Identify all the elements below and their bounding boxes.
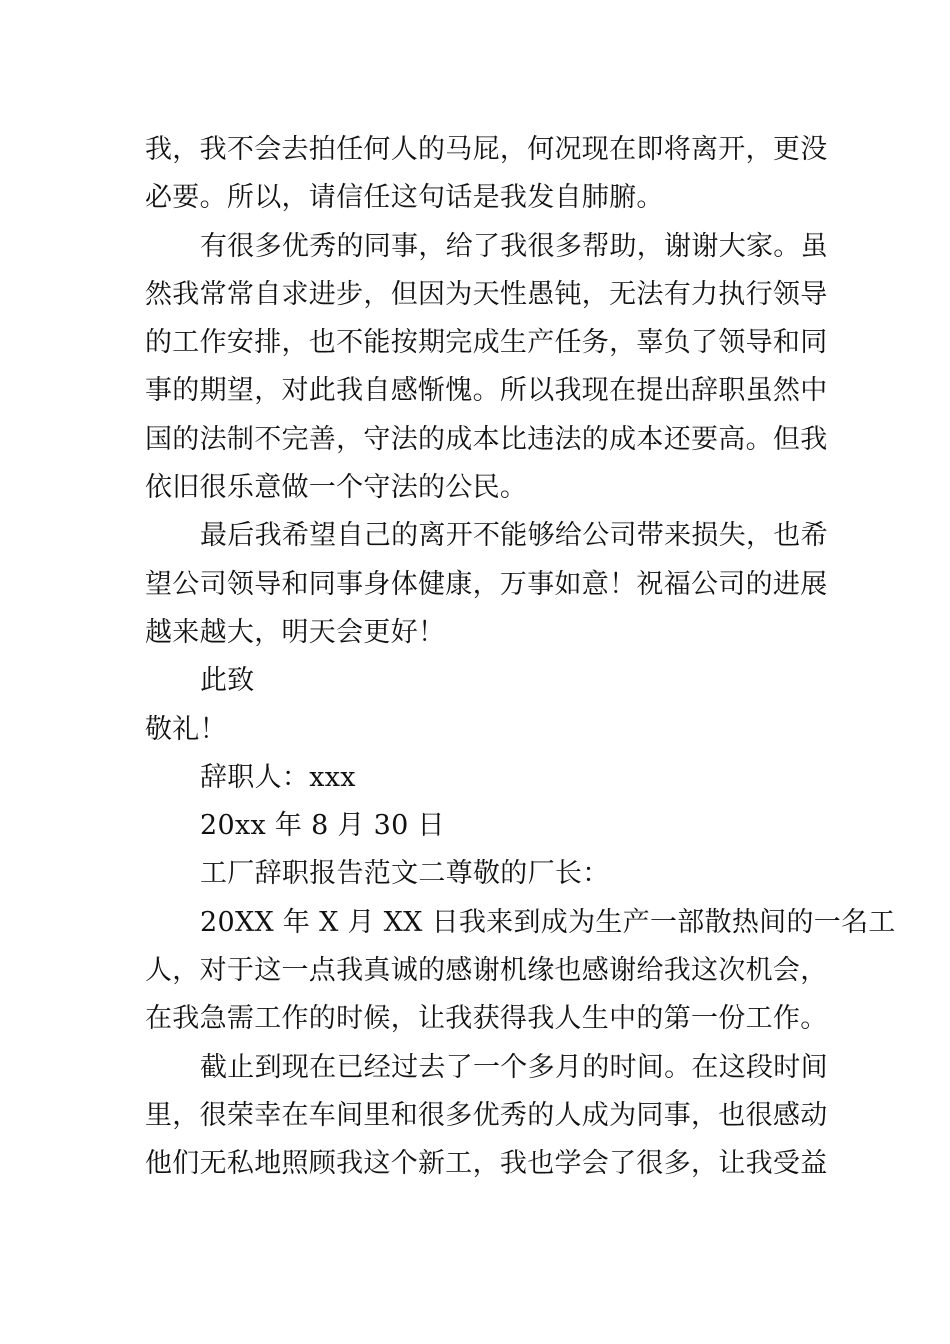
document-body xyxy=(145,126,896,1189)
text-line: 此致 xyxy=(200,665,255,697)
text-line: 20XX 年 X 月 XX 日我来到成为生产一部散热间的一名工 xyxy=(200,906,896,938)
text-line: 必要。所以，请信任这句话是我发自肺腑。 xyxy=(145,182,664,214)
text-line: 里，很荣幸在车间里和很多优秀的人成为同事，也很感动 xyxy=(145,1099,828,1131)
text-line: 他们无私地照顾我这个新工，我也学会了很多，让我受益 xyxy=(145,1148,828,1180)
text-line: 在我急需工作的时候，让我获得我人生中的第一份工作。 xyxy=(145,1003,828,1035)
text-line: 事的期望，对此我自感惭愧。所以我现在提出辞职虽然中 xyxy=(145,375,828,407)
text-line: 最后我希望自己的离开不能够给公司带来损失，也希 xyxy=(200,520,828,552)
text-line: 望公司领导和同事身体健康，万事如意！祝福公司的进展 xyxy=(145,568,828,600)
text-line: 截止到现在已经过去了一个多月的时间。在这段时间 xyxy=(200,1051,828,1083)
text-line: 20xx 年 8 月 30 日 xyxy=(200,810,445,842)
text-line: 辞职人：xxx xyxy=(200,761,356,793)
text-line: 有很多优秀的同事，给了我很多帮助，谢谢大家。虽 xyxy=(200,230,828,262)
text-line: 的工作安排，也不能按期完成生产任务，辜负了领导和同 xyxy=(145,327,828,359)
text-line: 然我常常自求进步，但因为天性愚钝，无法有力执行领导 xyxy=(145,278,828,310)
text-line: 国的法制不完善，守法的成本比违法的成本还要高。但我 xyxy=(145,423,828,455)
text-line: 依旧很乐意做一个守法的公民。 xyxy=(145,472,528,504)
text-line: 人，对于这一点我真诚的感谢机缘也感谢给我这次机会， xyxy=(145,955,828,987)
text-line: 我，我不会去拍任何人的马屁，何况现在即将离开，更没 xyxy=(145,134,828,165)
text-line: 工厂辞职报告范文二尊敬的厂长： xyxy=(200,858,610,890)
text-line: 敬礼！ xyxy=(145,713,227,745)
text-line: 越来越大，明天会更好！ xyxy=(145,616,446,648)
